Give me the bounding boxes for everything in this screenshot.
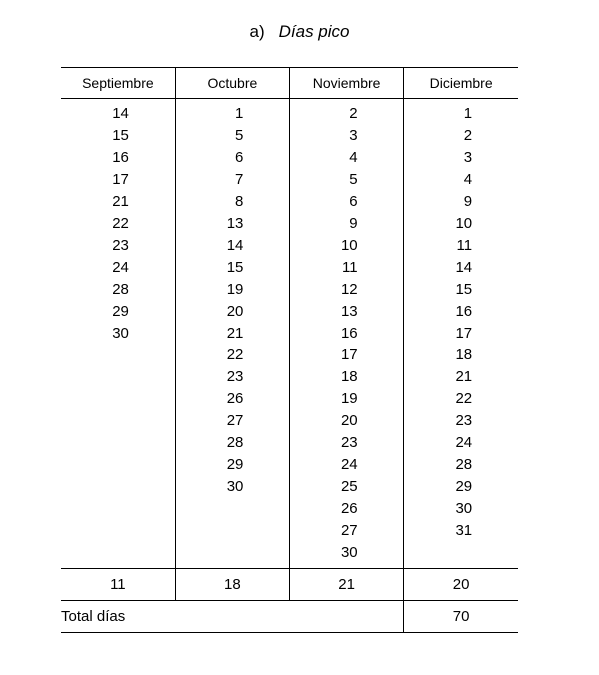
day-cell: 14 xyxy=(112,105,129,122)
day-cell: 15 xyxy=(226,258,244,276)
day-cell: 5 xyxy=(349,170,358,188)
day-cell: 23 xyxy=(112,236,129,254)
day-cell: 31 xyxy=(455,522,473,540)
day-cell: 22 xyxy=(112,214,129,232)
day-cell: 26 xyxy=(340,500,358,518)
day-cell: 29 xyxy=(226,456,244,474)
title-prefix: a) xyxy=(249,22,265,41)
title-name: Días pico xyxy=(278,22,350,41)
count-noviembre: 21 xyxy=(290,569,404,601)
count-octubre: 18 xyxy=(175,569,289,601)
day-cell: 16 xyxy=(340,324,358,342)
day-cell: 10 xyxy=(455,214,473,232)
day-cell: 25 xyxy=(340,478,358,496)
day-cell: 18 xyxy=(340,368,358,386)
day-cell: 6 xyxy=(349,192,358,210)
day-cell: 22 xyxy=(226,346,244,364)
day-list xyxy=(176,103,289,498)
days-octubre xyxy=(175,99,289,569)
day-cell: 23 xyxy=(226,368,244,386)
day-cell: 11 xyxy=(342,258,358,276)
total-value: 70 xyxy=(404,601,518,633)
days-septiembre xyxy=(61,99,175,569)
day-cell: 13 xyxy=(226,214,244,232)
day-list xyxy=(290,103,403,564)
table-title xyxy=(0,22,599,42)
day-cell: 3 xyxy=(349,126,358,144)
day-cell: 14 xyxy=(455,258,473,276)
day-cell: 1 xyxy=(463,105,473,122)
day-cell: 23 xyxy=(455,412,473,430)
day-cell: 21 xyxy=(455,368,473,386)
day-cell: 28 xyxy=(226,434,244,452)
day-list xyxy=(61,103,175,344)
day-cell: 6 xyxy=(235,148,244,166)
day-cell: 4 xyxy=(463,170,473,188)
day-cell: 20 xyxy=(226,302,244,320)
day-cell: 16 xyxy=(455,302,473,320)
count-diciembre: 20 xyxy=(404,569,518,601)
day-cell: 18 xyxy=(455,346,473,364)
day-cell: 15 xyxy=(455,280,473,298)
header-diciembre: Diciembre xyxy=(404,68,518,99)
days-noviembre xyxy=(290,99,404,569)
day-cell: 21 xyxy=(112,192,129,210)
day-cell: 29 xyxy=(455,478,473,496)
day-cell: 24 xyxy=(112,258,129,276)
day-cell: 4 xyxy=(349,148,358,166)
day-cell: 30 xyxy=(340,544,358,562)
total-row xyxy=(61,601,518,633)
header-row xyxy=(61,68,518,99)
day-cell: 30 xyxy=(226,478,244,496)
day-cell: 17 xyxy=(455,324,473,342)
day-cell: 24 xyxy=(455,434,473,452)
day-cell: 27 xyxy=(340,522,358,540)
day-cell: 9 xyxy=(463,192,473,210)
day-cell: 2 xyxy=(349,105,358,122)
day-cell: 19 xyxy=(226,280,244,298)
header-noviembre: Noviembre xyxy=(290,68,404,99)
day-list xyxy=(404,103,518,542)
day-cell: 28 xyxy=(455,456,473,474)
total-label: Total días xyxy=(61,601,404,633)
day-cell: 30 xyxy=(112,324,129,342)
day-cell: 19 xyxy=(340,390,358,408)
day-cell: 26 xyxy=(226,390,244,408)
day-cell: 17 xyxy=(340,346,358,364)
day-cell: 13 xyxy=(340,302,358,320)
days-row xyxy=(61,99,518,569)
day-cell: 23 xyxy=(340,434,358,452)
header-septiembre: Septiembre xyxy=(61,68,175,99)
day-cell: 29 xyxy=(112,302,129,320)
day-cell: 30 xyxy=(455,500,473,518)
day-cell: 2 xyxy=(463,126,473,144)
day-cell: 1 xyxy=(235,105,244,122)
day-cell: 22 xyxy=(455,390,473,408)
day-cell: 7 xyxy=(235,170,244,188)
day-cell: 9 xyxy=(349,214,358,232)
day-cell: 17 xyxy=(112,170,129,188)
day-cell: 15 xyxy=(112,126,129,144)
count-septiembre: 11 xyxy=(61,569,175,601)
day-cell: 11 xyxy=(456,236,473,254)
day-cell: 5 xyxy=(235,126,244,144)
day-cell: 20 xyxy=(340,412,358,430)
day-cell: 8 xyxy=(235,192,244,210)
day-cell: 24 xyxy=(340,456,358,474)
day-cell: 16 xyxy=(112,148,129,166)
peak-days-table xyxy=(61,67,518,633)
subtotal-row xyxy=(61,569,518,601)
days-diciembre xyxy=(404,99,518,569)
day-cell: 21 xyxy=(226,324,244,342)
day-cell: 12 xyxy=(340,280,358,298)
day-cell: 3 xyxy=(463,148,473,166)
header-octubre: Octubre xyxy=(175,68,289,99)
day-cell: 10 xyxy=(340,236,358,254)
day-cell: 27 xyxy=(226,412,244,430)
day-cell: 28 xyxy=(112,280,129,298)
day-cell: 14 xyxy=(226,236,244,254)
